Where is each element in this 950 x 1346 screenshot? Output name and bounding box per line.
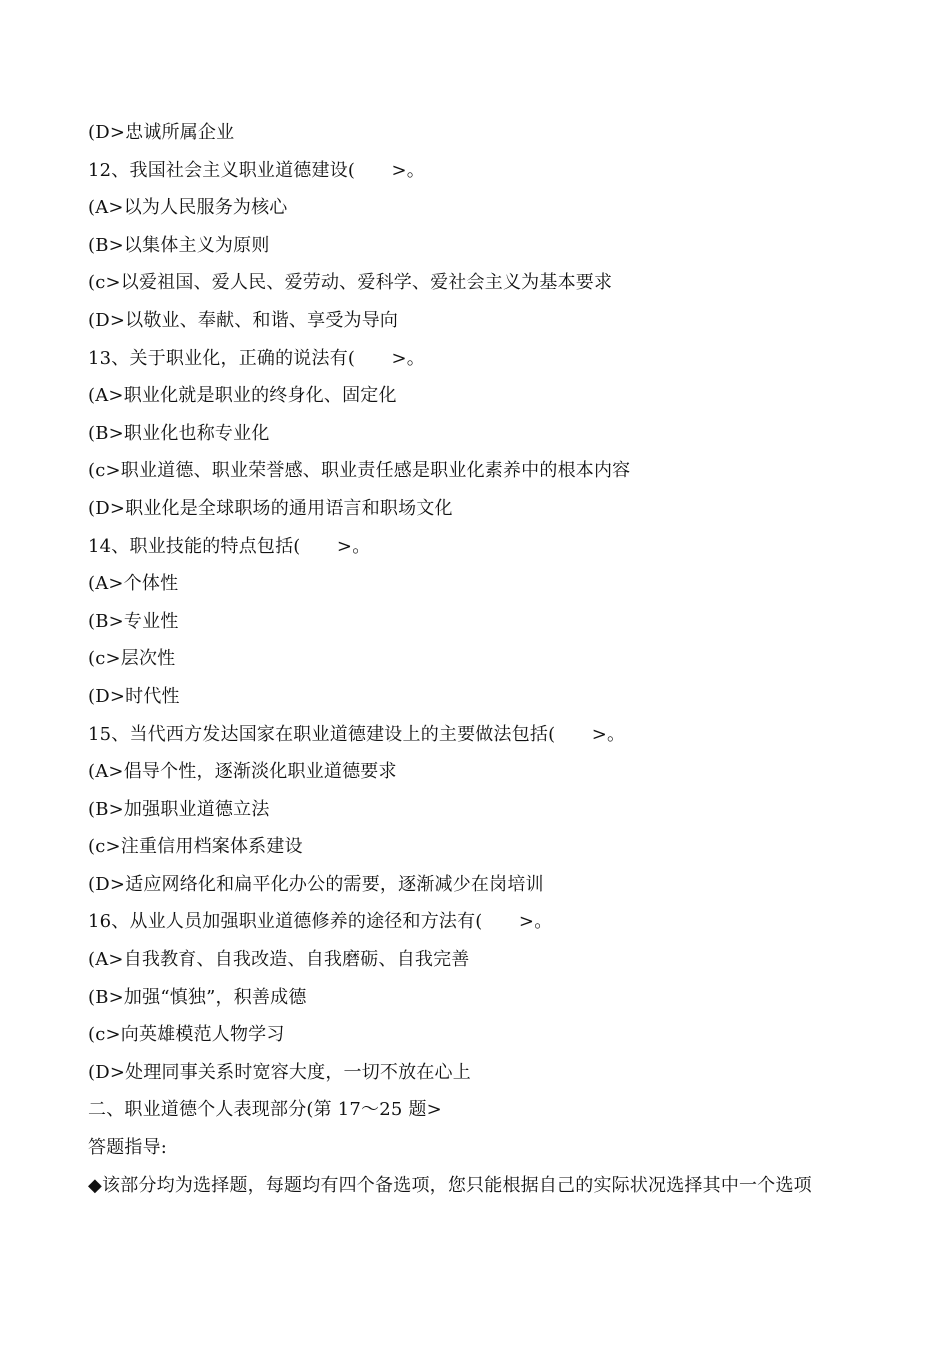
option-14b: (B>专业性	[88, 610, 179, 632]
question-14: 14、职业技能的特点包括( >。	[88, 535, 371, 557]
option-12d: (D>以敬业、奉献、和谐、享受为导向	[88, 309, 399, 331]
option-13b: (B>职业化也称专业化	[88, 422, 270, 444]
option-14a: (A>个体性	[88, 573, 179, 595]
answer-guide-bullet: ◆该部分均为选择题，每题均有四个备选项，您只能根据自己的实际状况选择其中一个选项	[88, 1174, 812, 1196]
option-12b: (B>以集体主义为原则	[88, 234, 270, 256]
document-body	[88, 114, 888, 1204]
option-16b: (B>加强“慎独”，积善成德	[88, 986, 307, 1008]
option-13d: (D>职业化是全球职场的通用语言和职场文化	[88, 497, 453, 519]
option-12c: (c>以爱祖国、爱人民、爱劳动、爱科学、爱社会主义为基本要求	[88, 272, 613, 294]
option-14d: (D>时代性	[88, 685, 180, 707]
option-16a: (A>自我教育、自我改造、自我磨砺、自我完善	[88, 949, 470, 971]
option-13c: (c>职业道德、职业荣誉感、职业责任感是职业化素养中的根本内容	[88, 460, 631, 482]
answer-guide-label: 答题指导:	[88, 1137, 168, 1159]
option-13a: (A>职业化就是职业的终身化、固定化	[88, 385, 397, 407]
option-15b: (B>加强职业道德立法	[88, 798, 270, 820]
option-16d: (D>处理同事关系时宽容大度，一切不放在心上	[88, 1061, 471, 1083]
question-15: 15、当代西方发达国家在职业道德建设上的主要做法包括( >。	[88, 723, 626, 745]
option-16c: (c>向英雄模范人物学习	[88, 1024, 285, 1046]
option-12a: (A>以为人民服务为核心	[88, 197, 288, 219]
option-14c: (c>层次性	[88, 648, 176, 670]
question-16: 16、从业人员加强职业道德修养的途径和方法有( >。	[88, 911, 553, 933]
option-15c: (c>注重信用档案体系建设	[88, 836, 303, 858]
option-15d: (D>适应网络化和扁平化办公的需要，逐渐减少在岗培训	[88, 873, 544, 895]
option-15a: (A>倡导个性，逐渐淡化职业道德要求	[88, 761, 397, 783]
question-13: 13、关于职业化，正确的说法有( >。	[88, 347, 426, 369]
option-12d-prev: (D>忠诚所属企业	[88, 122, 235, 143]
question-12: 12、我国社会主义职业道德建设( >。	[88, 159, 426, 181]
section-heading: 二、职业道德个人表现部分(第 17～25 题>	[88, 1099, 442, 1121]
